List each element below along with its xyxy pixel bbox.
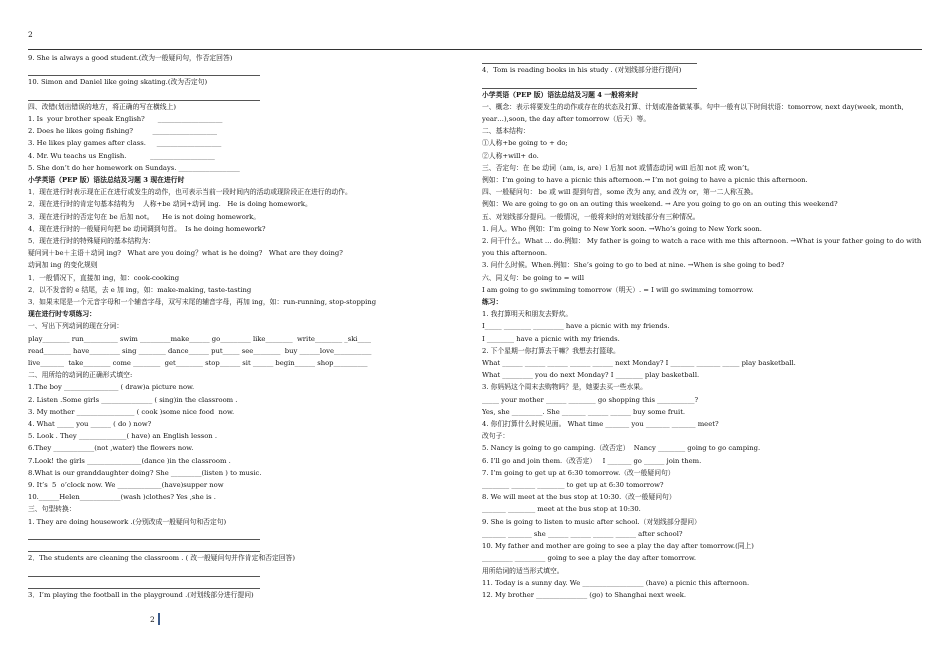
text-line: 动词加 ing 的变化规则 [28, 261, 98, 270]
text-line: 2. 问干什么。What … do.例如： My father is going to watch a race with me this afternoon. →What is your father going to do with you this afternoon. [482, 237, 922, 258]
section-heading: 小学英语（PEP 版）语法总结及习题 4 一般将来时 [482, 90, 639, 99]
text-line: ②人称+will+ do. [482, 151, 539, 160]
header-divider [28, 49, 922, 50]
text-line: 一、写出下列动词的现在分词： [28, 322, 124, 331]
text-line: 8.What is our granddaughter doing? She _________(listen ) to music. [28, 468, 262, 477]
text-line: 2．现在进行时的肯定句基本结构为 人称+be 动词+动词 ing. He is doing homework。 [28, 200, 312, 209]
text-line: 9. It’s 5 o’clock now. We _____________(have)supper now [28, 481, 224, 490]
text-line: 1．一般情况下，直接加 ing，如：cook-cooking [28, 273, 180, 282]
text-line: 三、句型转换： [28, 505, 76, 514]
section-heading: 小学英语（PEP 版）语法总结及习题 3 现在进行时 [28, 176, 185, 184]
page-marker [158, 613, 160, 625]
text-line: read________ have_________ sing ________ dance______ put_____ see________ buy ______love___________ [28, 346, 372, 355]
section-heading: 现在进行时专项练习： [28, 310, 96, 319]
text-line: 8. We will meet at the bus stop at 10:30.（改一般疑问句） [482, 493, 676, 502]
text-line: What ______ ______ ______ ______ ______ next Monday? I _______ _______ _____ play basketball. [482, 359, 796, 368]
right-column [482, 52, 924, 601]
section-heading: 练习： [482, 298, 503, 307]
text-line: 10. Simon and Daniel like going skating.(改为否定句) [28, 78, 208, 87]
page-number-top: 2 [28, 30, 33, 39]
text-line: _____ your mother ______ ________ go shopping this ___________? [482, 395, 699, 404]
text-line: live_______ take________ come ________ get________ stop______ sit ______ begin______ shop__________ [28, 359, 368, 368]
text-line: _______ _______ she ______ ______ ______ ______ after school? [482, 529, 683, 538]
text-line: 用所给词的适当形式填空。 [482, 566, 564, 575]
text-line: 1. 我打算明天和朋友去野炊。 [482, 310, 573, 319]
text-line: 四、改错(划出错误的地方，将正确的写在横线上) [28, 102, 177, 111]
answer-line [28, 577, 260, 589]
text-line: 7. I’m going to get up at 6:30 tomorrow.（改一般疑问句） [482, 468, 675, 477]
text-line: 一、概念：表示将要发生的动作或存在的状态及打算、计划或准备做某事。句中一般有以下时间状语：tomorrow, next day(week, month, year…),soon, the day after tomorrow（后天）等。 [482, 102, 904, 123]
text-line: 1. 问人。Who 例如：I’m going to New York soon. →Who’s going to New York soon. [482, 224, 762, 233]
answer-line [28, 564, 260, 576]
text-line: 3. 你妈妈这个周末去购物吗？是，她要去买一些水果。 [482, 383, 647, 392]
text-line: 2．The students are cleaning the classroom . ( 改一般疑问句并作肯定和否定回答) [28, 554, 295, 563]
text-line: 二、基本结构： [482, 127, 530, 136]
text-line: I_____ ________ _________ have a picnic with my friends. [482, 322, 670, 331]
text-line: 二、用所给的动词的正确形式填空: [28, 371, 133, 380]
text-line: _________ _________ going to see a play the day after tomorrow. [482, 554, 697, 563]
text-line: Yes, she _________. She _______ ______ ______ buy some fruit. [482, 407, 686, 416]
text-line: ①人称+be going to + do; [482, 139, 568, 148]
text-line: 2．以不发音的 e 结尾，去 e 加 ing，如：make-making, taste-tasting [28, 285, 252, 294]
text-line: What _________ you do next Monday? I ________ play basketball. [482, 371, 700, 380]
page-number-bottom: 2 [150, 615, 155, 624]
text-line: 六、同义句：be going to = will [482, 273, 584, 282]
text-line: 4．Tom is reading books in his study . (对划线部分进行提问) [482, 66, 682, 75]
left-column [28, 52, 468, 601]
text-line: I am going to go swimming tomorrow（明天）. = I will go swimming tomorrow. [482, 285, 754, 294]
answer-line [28, 540, 260, 552]
text-line: play________ run__________ swim _________make______ go_________ like________ write________ _ski____ [28, 334, 372, 343]
text-line: 3. He likes play games after class. ___________________ [28, 139, 222, 148]
text-line: 5. Nancy is going to go camping.（改否定） Nancy ________ going to go camping. [482, 444, 761, 453]
text-line: 1.The boy ________________ ( draw)a picture now. [28, 383, 195, 392]
text-line: 2. Listen .Some girls _______________ ( sing)in the classroom . [28, 395, 238, 404]
text-line: 疑问词＋be＋主语＋动词 ing? What are you doing？what is he doing? What are they doing? [28, 249, 343, 258]
answer-line [28, 528, 260, 540]
text-line: 1. Is your brother speak English? ___________________ [28, 114, 223, 123]
text-line: 9. She is going to listen to music after school.（对划线部分提问） [482, 517, 701, 526]
text-line: 12. My brother _______________ (go) to Shanghai next week. [482, 590, 687, 599]
text-line: ________ _______ ________ to get up at 6:30 tomorrow? [482, 481, 664, 490]
text-line: 3．如果末尾是一个元音字母和一个辅音字母，双写末尾的辅音字母，再加 ing，如：run-running, stop-stopping [28, 298, 377, 307]
text-line: 五、对划线部分提问。一般情况，一般将来时的对划线部分有三种情况。 [482, 212, 700, 221]
text-line: 改句子： [482, 432, 510, 441]
text-line: 3. 问什么时候。When.例如：She’s going to go to bed at nine. →When is she going to bed? [482, 261, 785, 270]
text-line: 四、一般疑问句： be 或 will 提到句首，some 改为 any, and 改为 or，第一二人称互换。 [482, 188, 758, 197]
answer-line [28, 89, 260, 101]
text-line: 2. Does he likes going fishing? ___________________ [28, 127, 218, 136]
text-line: 9. She is always a good student.(改为一般疑问句，作否定回答) [28, 54, 233, 62]
text-line: 2. 下个星期一你打算去干嘛？我想去打篮球。 [482, 346, 620, 355]
text-line: _______ ________ meet at the bus stop at 10:30. [482, 505, 641, 514]
text-line: 6. I’ll go and join them.（改否定） I _______ go ______ join them. [482, 456, 702, 465]
text-line: 7.Look! the girls ________________(dance )in the classroom . [28, 456, 231, 465]
text-line: 例如：I’m going to have a picnic this afternoon.→ I’m not going to have a picnic this afternoon. [482, 176, 808, 184]
answer-line [482, 52, 697, 64]
answer-line [482, 76, 697, 88]
text-line: 3．I’m playing the football in the playground .(对划线部分进行提问) [28, 590, 254, 599]
text-line: 10.______Helen____________(wash )clothes? Yes ,she is . [28, 493, 216, 502]
text-line: 1．现在进行时表示现在正在进行或发生的动作，也可表示当前一段时间内的活动或现阶段正在进行的动作。 [28, 188, 352, 197]
text-line: 三、否定句：在 be 动词（am, is, are）l 后加 not 或情态动词 will 后加 not 成 won’t。 [482, 163, 754, 172]
text-line: I ________ have a picnic with my friends. [482, 334, 620, 343]
text-line: 5．现在进行时的特殊疑问的基本结构为： [28, 237, 155, 246]
text-line: 4．现在进行时的一般疑问句把 be 动词调到句首。 Is he doing homework? [28, 224, 266, 233]
text-line: 5. Look . They ______________( have) an English lesson . [28, 432, 217, 441]
text-line: 4. 你们打算什么时候见面。 What time _______ you _______ _______ meet? [482, 420, 719, 429]
answer-line [28, 64, 260, 76]
text-line: 11. Today is a sunny day. We __________________ (have) a picnic this afternoon. [482, 578, 750, 587]
text-line: 4. Mr. Wu teachs us English. ___________________ [28, 151, 215, 160]
text-line: 1. They are doing housework .(分别改成一般疑问句和否定句) [28, 517, 227, 526]
text-line: 3. My mother _________________ ( cook )some nice food now. [28, 407, 235, 416]
text-line: 例如：We are going to go on an outing this weekend. → Are you going to go on an outing this weekend? [482, 200, 838, 209]
text-line: 10. My father and mother are going to see a play the day after tomorrow.(同上) [482, 542, 754, 551]
text-line: 6.They ____________(not ,water) the flowers now. [28, 444, 194, 453]
text-line: 3．现在进行时的否定句在 be 后加 not。 He is not doing homework。 [28, 212, 260, 221]
text-line: 5. She don’t do her homework on Sundays. __________________ [28, 163, 240, 172]
text-line: 4. What _____ you ______ ( do ) now? [28, 420, 152, 429]
